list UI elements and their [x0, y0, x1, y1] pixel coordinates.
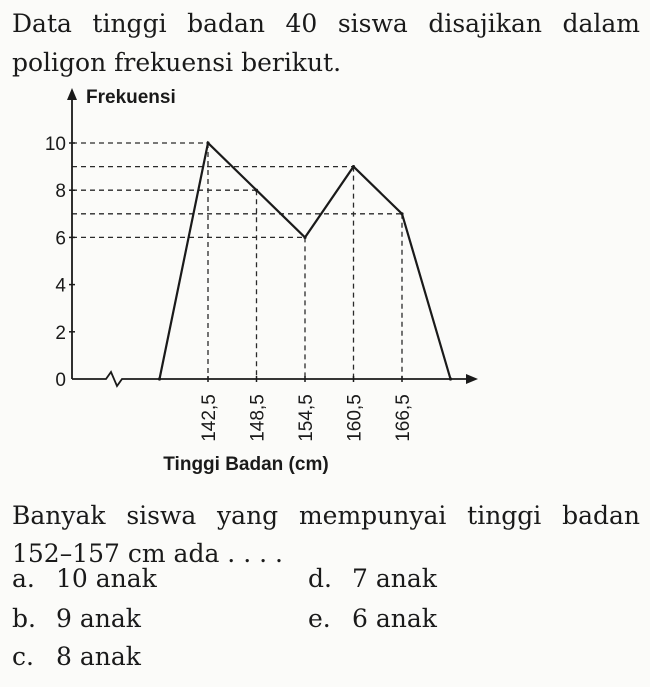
frequency-polygon-chart	[0, 80, 650, 480]
option-d[interactable]	[308, 562, 437, 596]
option-text: 8 anak	[56, 642, 141, 671]
option-letter: e.	[308, 604, 331, 633]
option-letter: c.	[12, 642, 34, 671]
y-tick-label: 10	[44, 134, 66, 155]
x-tick-label: 148,5	[247, 394, 269, 442]
polygon-line	[160, 143, 451, 379]
option-text: 10 anak	[56, 564, 157, 593]
problem-intro: Data tinggi badan 40 siswa disajikan dalam poligon frekuensi berikut.	[12, 9, 640, 77]
option-a[interactable]	[12, 562, 157, 596]
option-text: 9 anak	[56, 604, 141, 633]
x-tick-label: 160,5	[344, 394, 366, 442]
data-point	[352, 165, 355, 168]
data-point	[158, 377, 161, 380]
option-e[interactable]	[308, 602, 437, 636]
question-text: Banyak siswa yang mempunyai tinggi badan 152–157 cm ada . . . .	[12, 501, 640, 568]
y-tick-label: 6	[55, 228, 66, 250]
data-point	[255, 189, 258, 192]
x-tick-label: 142,5	[199, 394, 220, 442]
option-letter: a.	[12, 564, 35, 593]
option-text: 7 anak	[352, 564, 437, 593]
x-tick-label: 166,5	[393, 394, 414, 442]
x-axis	[72, 372, 466, 386]
option-c[interactable]	[12, 640, 141, 674]
y-axis-arrow	[67, 88, 77, 100]
x-tick-label: 154,5	[296, 394, 317, 442]
y-tick-label: 2	[55, 322, 66, 344]
y-tick-label: 0	[55, 370, 66, 391]
data-point	[206, 141, 209, 144]
option-text: 6 anak	[352, 604, 437, 633]
axis-labels	[45, 87, 414, 475]
option-letter: d.	[308, 564, 332, 593]
option-letter: b.	[12, 604, 36, 633]
y-tick-label: 8	[55, 181, 66, 203]
x-axis-arrow	[466, 374, 478, 384]
data-point	[303, 236, 306, 239]
guide-lines	[72, 143, 402, 379]
data-point	[449, 377, 452, 380]
y-tick-label: 4	[55, 275, 66, 297]
y-axis-label: Frekuensi	[86, 87, 176, 108]
data-point	[400, 212, 403, 215]
data-series	[158, 141, 452, 380]
x-axis-label: Tinggi Badan (cm)	[163, 454, 329, 475]
option-b[interactable]	[12, 602, 141, 636]
